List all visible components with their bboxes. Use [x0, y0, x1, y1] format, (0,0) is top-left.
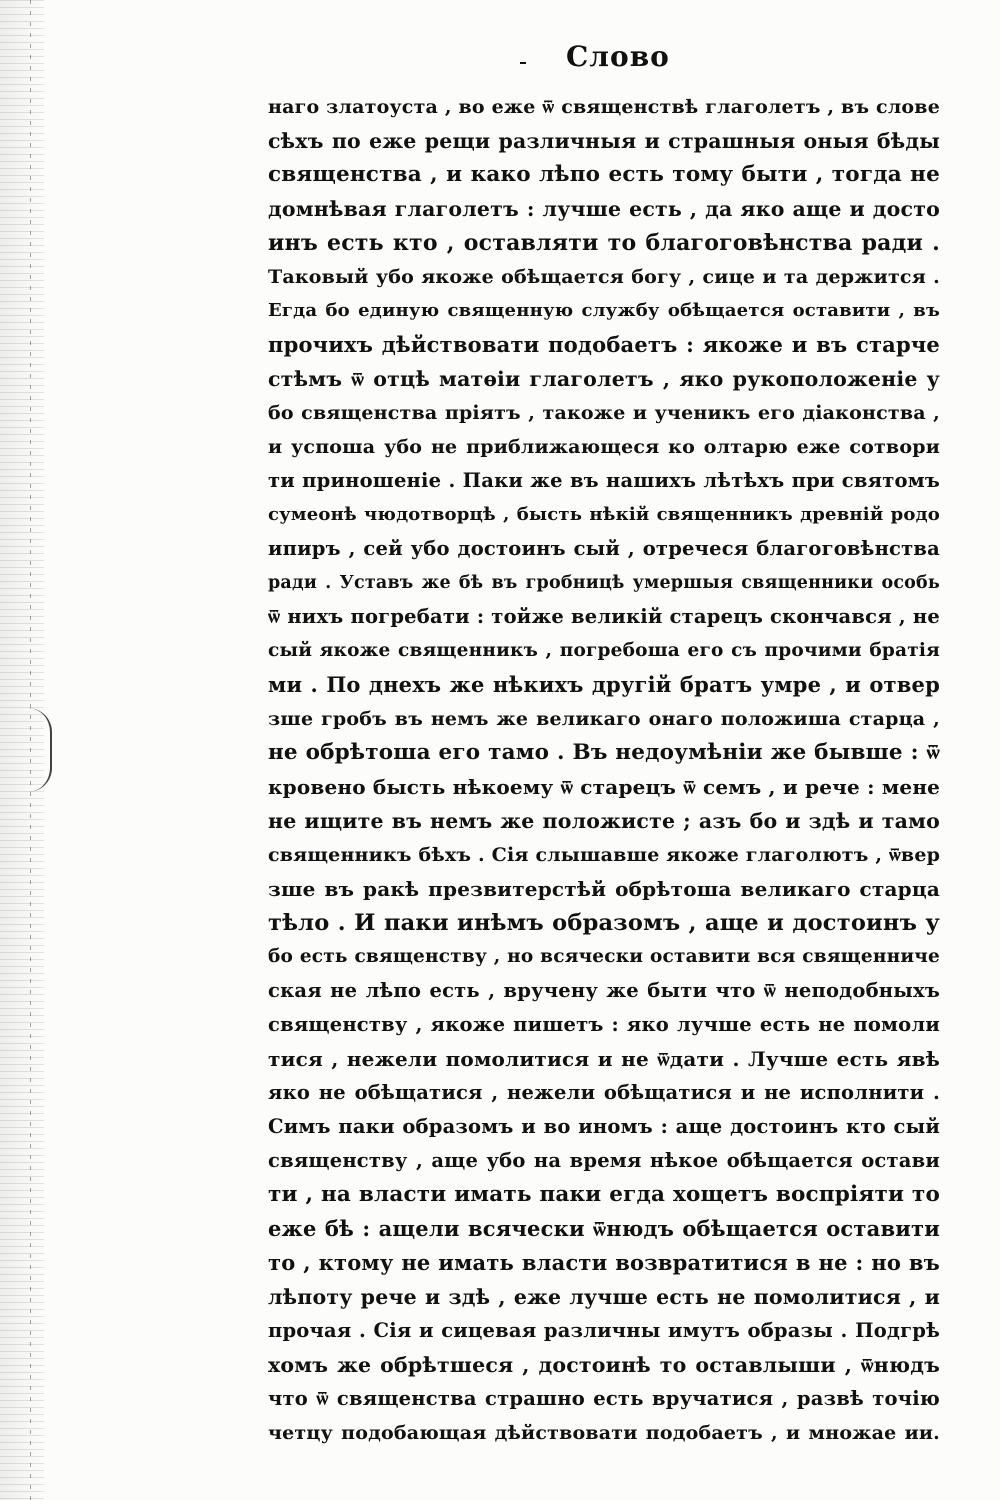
text-line: Егда бо единую священную службу обѣщается оставити , въ [268, 300, 940, 321]
text-line: стѣмъ ѿ отцѣ матѳіи глаголетъ , яко рукоположеніе у [268, 367, 940, 391]
header-dash [520, 62, 526, 64]
text-line: Симъ паки образомъ и во иномъ : аще достоинъ кто сый [268, 1115, 940, 1138]
text-line: кровено бысть нѣкоему ѿ старецъ ѿ семъ , и рече : мене [268, 775, 940, 799]
text-line: яко не обѣщатися , нежели обѣщатися и не исполнити . [268, 1081, 940, 1104]
text-line: священству , якоже пишетъ : яко лучше есть не помоли [268, 1013, 940, 1036]
text-line: хомъ же обрѣтшеся , достоинѣ то оставлыши , ѿнюдъ [268, 1353, 940, 1377]
text-line: сый якоже священникъ , погребоша его съ прочими братія [268, 640, 940, 661]
page-header [0, 40, 1000, 80]
margin-bracket-mark [28, 708, 52, 792]
text-line: священству , аще убо на время нѣкое обѣщается остави [268, 1149, 940, 1172]
text-line: ѿ нихъ погребати : тойже великій старецъ скончався , не [268, 605, 940, 628]
text-line: священникъ бѣхъ . Сія слышавше якоже глаголютъ , ѿвер [268, 844, 940, 866]
text-line: лѣпоту рече и здѣ , еже лучше есть не помолитися , и [268, 1285, 940, 1309]
text-line: прочая . Сія и сицевая различны имутъ образы . Подгрѣ [268, 1319, 940, 1342]
text-line: ради . Уставъ же бѣ въ гробницѣ умершыя священники особь [268, 573, 940, 593]
text-line: прочихъ дѣйствовати подобаетъ : якоже и въ старче [268, 332, 940, 357]
text-line: еже бѣ : ащели всячески ѿнюдъ обѣщается оставити [268, 1216, 940, 1241]
text-line: ми . По днехъ же нѣкихъ другій братъ умре , и отвер [268, 672, 940, 697]
text-line: четцу подобающая дѣйствовати подобаетъ , и множае ии. [268, 1422, 940, 1444]
text-line: священства , и како лѣпо есть тому быти , тогда не [268, 162, 940, 187]
text-line: домнѣвая глаголетъ : лучше есть , да яко аще и досто [268, 197, 940, 221]
text-line: сѣхъ по еже рещи различныя и страшныя оныя бѣды [268, 129, 940, 153]
text-line: тися , нежели помолитися и не ѿдати . Лучше есть явѣ [268, 1047, 940, 1071]
text-line: наго златоуста , во еже ѿ священствѣ глаголетъ , въ слове [268, 96, 940, 118]
text-line: и успоша убо не приближающеся ко олтарю еже сотвори [268, 436, 940, 458]
text-line: бо есть священству , но всячески оставити вся священниче [268, 946, 940, 967]
text-line: что ѿ священства страшно есть вручатися , развѣ точію [268, 1387, 940, 1410]
text-line: ти приношеніе . Паки же въ нашихъ лѣтѣхъ при святомъ [268, 469, 940, 492]
text-line: ипиръ , сей убо достоинъ сый , отречеся благоговѣнства [268, 537, 940, 560]
text-line: не ищите въ немъ же положисте ; азъ бо и здѣ и тамо [268, 809, 940, 833]
text-line: не обрѣтоша его тамо . Въ недоумѣніи же бывше : ѿ [268, 740, 940, 765]
text-line: сумеонѣ чюдотворцѣ , бысть нѣкій священникъ древній родо [268, 504, 940, 525]
running-head: Слово [566, 40, 670, 73]
body-text [268, 90, 940, 1450]
text-line: зше въ ракѣ презвитерстѣй обрѣтоша великаго старца [268, 877, 940, 901]
text-line: то , ктому не имать власти возвратитися в не : но въ [268, 1250, 940, 1275]
text-line: бо священства пріятъ , такоже и ученикъ его діаконства , [268, 402, 940, 424]
text-line: Таковый убо якоже обѣщается богу , сице и та держится . [268, 266, 940, 288]
text-line: ская не лѣпо есть , вручену же быти что ѿ неподобныхъ [268, 979, 940, 1002]
text-line: зше гробъ въ немъ же великаго онаго положиша старца , [268, 708, 940, 730]
text-line: тѣло . И паки инѣмъ образомъ , аще и достоинъ у [268, 910, 940, 936]
text-line: ти , на власти имать паки егда хощетъ воспріяти то [268, 1182, 940, 1207]
text-line: инъ есть кто , оставляти то благоговѣнства ради . [268, 230, 940, 256]
